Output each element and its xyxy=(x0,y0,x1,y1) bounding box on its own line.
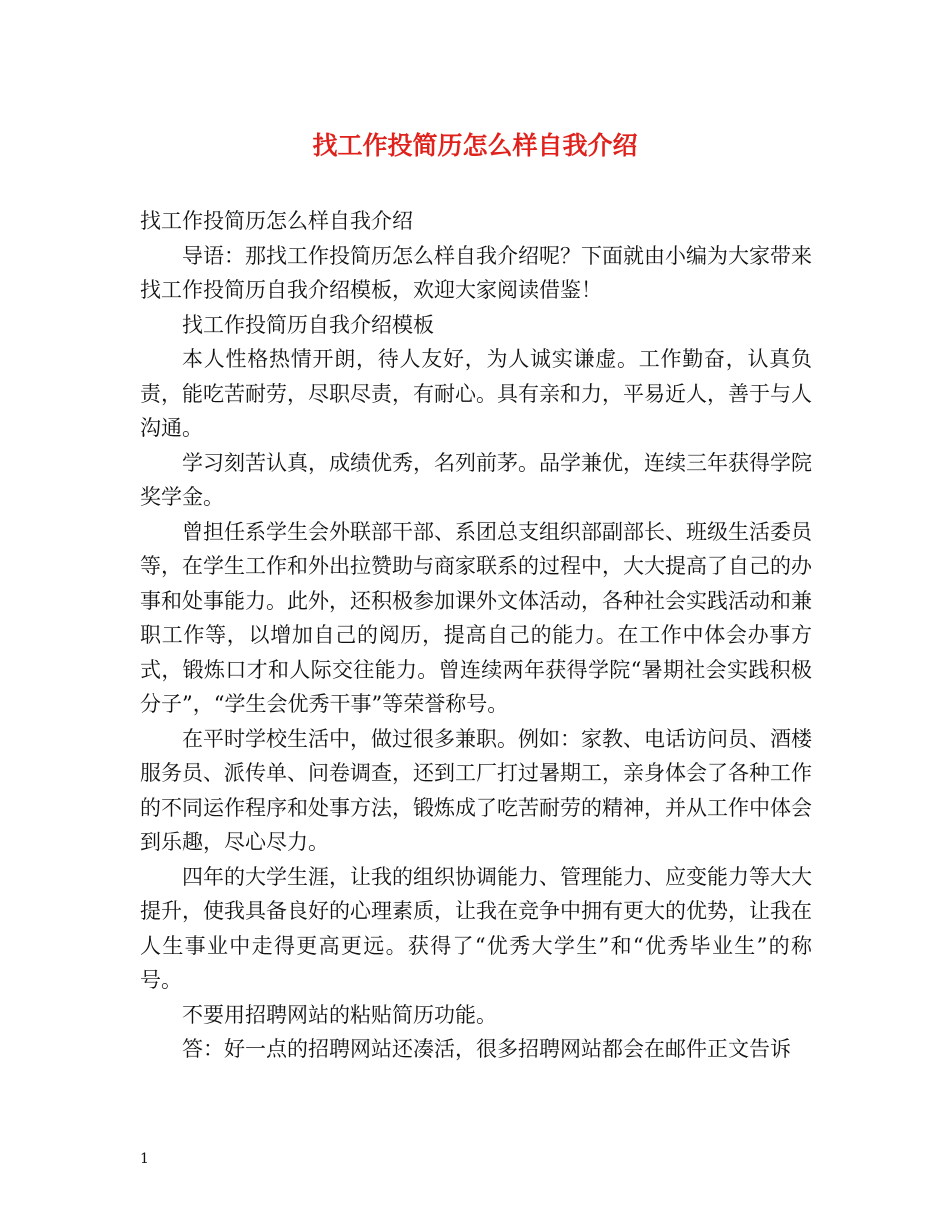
paragraph-student-union: 曾担任系学生会外联部干部、系团总支组织部副部长、班级生活委员等，在学生工作和外出拉赞助与商家联系的过程中，大大提高了自己的办事和处事能力。此外，还积极参加课外文体活动，各种社会实践活动和兼职工作等，以增加自己的阅历，提高自己的能力。在工作中体会办事方式，锻炼口才和人际交往能力。曾连续两年获得学院“暑期社会实践积极分子”，“学生会优秀干事”等荣誉称号。 xyxy=(140,519,812,716)
paragraph-part-time-jobs: 在平时学校生活中，做过很多兼职。例如：家教、电话访问员、酒楼服务员、派传单、问卷调查，还到工厂打过暑期工，亲身体会了各种工作的不同运作程序和处事方法，锻炼成了吃苦耐劳的精神，并从工作中体会到乐趣，尽心尽力。 xyxy=(140,726,812,854)
document-body xyxy=(140,204,812,1067)
paragraph-study: 学习刻苦认真，成绩优秀，名列前茅。品学兼优，连续三年获得学院奖学金。 xyxy=(140,450,812,509)
paragraph-answer: 答：好一点的招聘网站还凑活，很多招聘网站都会在邮件正文告诉 xyxy=(182,1037,791,1061)
page-number: 1 xyxy=(140,1151,149,1167)
paragraph-tip: 不要用招聘网站的粘贴简历功能。 xyxy=(182,1002,497,1027)
paragraph-intro: 导语：那找工作投简历怎么样自我介绍呢？下面就由小编为大家带来找工作投简历自我介绍模板，欢迎大家阅读借鉴！ xyxy=(140,243,812,302)
paragraph-heading: 找工作投简历怎么样自我介绍 xyxy=(140,209,413,233)
paragraph-university-life: 四年的大学生涯，让我的组织协调能力、管理能力、应变能力等大大提升，使我具备良好的心理素质，让我在竞争中拥有更大的优势，让我在人生事业中走得更高更远。获得了“优秀大学生”和“优秀毕业生”的称号。 xyxy=(140,864,812,992)
paragraph-personality: 本人性格热情开朗，待人友好，为人诚实谦虚。工作勤奋，认真负责，能吃苦耐劳，尽职尽责，有耐心。具有亲和力，平易近人，善于与人沟通。 xyxy=(140,347,812,440)
document-title: 找工作投简历怎么样自我介绍 xyxy=(312,131,638,160)
paragraph-subheading: 找工作投简历自我介绍模板 xyxy=(182,312,434,337)
